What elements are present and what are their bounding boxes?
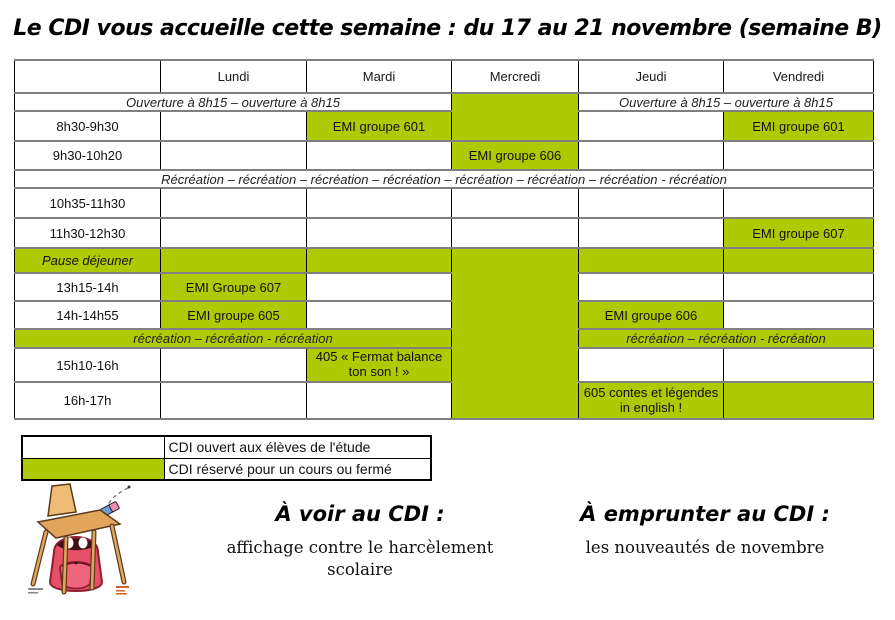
table-row [15,170,874,188]
event-cell-mercredi-9h30: EMI groupe 606 [452,141,579,170]
closed-cell [307,248,452,273]
day-header-mardi: Mardi [307,60,452,93]
event-cell-mardi-15h10: 405 « Fermat balance ton son ! » [307,348,452,382]
event-cell-lundi-14h: EMI groupe 605 [161,301,307,329]
legend-swatch-green [22,458,164,480]
mercredi-closed-block-morning [452,93,579,141]
day-header-jeudi: Jeudi [579,60,724,93]
empty-cell [161,111,307,141]
time-label: 13h15-14h [15,273,161,301]
week-schedule-table [14,59,874,420]
time-label: 11h30-12h30 [15,218,161,248]
legend-row-open [22,436,431,458]
table-row [15,273,874,301]
table-row [15,301,874,329]
see-at-cdi-body: affichage contre le harcèlement scolaire [226,538,494,580]
pause-dejeuner-label: Pause déjeuner [15,248,161,273]
legend-swatch-white [22,436,164,458]
table-row [15,111,874,141]
page-title: Le CDI vous accueille cette semaine : du 17 au 21 novembre (semaine B) [13,16,882,41]
legend-reserved-label: CDI réservé pour un cours ou fermé [164,458,431,480]
empty-cell [307,141,452,170]
event-cell-jeudi-14h: EMI groupe 606 [579,301,724,329]
empty-cell [452,188,579,218]
time-label: 15h10-16h [15,348,161,382]
time-label: 9h30-10h20 [15,141,161,170]
empty-cell [307,218,452,248]
table-row [15,188,874,218]
borrow-at-cdi-body: les nouveautés de novembre [585,538,825,557]
ouverture-right-cell: Ouverture à 8h15 – ouverture à 8h15 [579,93,874,111]
time-label: 16h-17h [15,382,161,419]
empty-cell [724,141,874,170]
table-row [15,382,874,419]
table-row [15,93,874,111]
table-row [15,60,874,93]
corner-cell [15,60,161,93]
empty-cell [161,348,307,382]
table-row [15,329,874,348]
day-header-vendredi: Vendredi [724,60,874,93]
empty-cell [724,301,874,329]
closed-cell [579,248,724,273]
event-cell-lundi-13h15: EMI Groupe 607 [161,273,307,301]
empty-cell [161,141,307,170]
empty-cell [161,218,307,248]
time-label: 14h-14h55 [15,301,161,329]
empty-cell [724,348,874,382]
closed-cell [724,248,874,273]
empty-cell [579,348,724,382]
borrow-at-cdi-section [550,502,860,559]
empty-cell [579,111,724,141]
legend-row-reserved [22,458,431,480]
empty-cell [307,273,452,301]
day-header-mercredi: Mercredi [452,60,579,93]
empty-cell [724,273,874,301]
legend-table [21,435,432,481]
borrow-at-cdi-heading: À emprunter au CDI : [580,502,830,526]
mercredi-closed-block-afternoon [452,248,579,419]
see-at-cdi-heading: À voir au CDI : [275,502,445,526]
table-row [15,218,874,248]
empty-cell [724,188,874,218]
day-header-lundi: Lundi [161,60,307,93]
backpack-under-chair-illustration [24,482,142,602]
empty-cell [579,188,724,218]
table-row [15,348,874,382]
event-cell-vendredi-8h30: EMI groupe 601 [724,111,874,141]
event-cell-jeudi-16h: 605 contes et légendes in english ! [579,382,724,419]
empty-cell [452,218,579,248]
empty-cell [579,218,724,248]
empty-cell [307,188,452,218]
time-label: 8h30-9h30 [15,111,161,141]
empty-cell [579,273,724,301]
table-row [15,248,874,273]
empty-cell [307,301,452,329]
closed-cell [161,248,307,273]
empty-cell [161,188,307,218]
table-row [15,141,874,170]
recreation-full-row: Récréation – récréation – récréation – récréation – récréation – récréation – récréation - récréation [15,170,874,188]
recreation-left-cell: récréation – récréation - récréation [15,329,452,348]
empty-cell [579,141,724,170]
ouverture-left-cell: Ouverture à 8h15 – ouverture à 8h15 [15,93,452,111]
empty-cell [161,382,307,419]
empty-cell [307,382,452,419]
closed-cell [724,382,874,419]
event-cell-mardi-8h30: EMI groupe 601 [307,111,452,141]
time-label: 10h35-11h30 [15,188,161,218]
see-at-cdi-section [205,502,515,582]
event-cell-vendredi-11h30: EMI groupe 607 [724,218,874,248]
legend-open-label: CDI ouvert aux élèves de l'étude [164,436,431,458]
recreation-right-cell: récréation – récréation - récréation [579,329,874,348]
